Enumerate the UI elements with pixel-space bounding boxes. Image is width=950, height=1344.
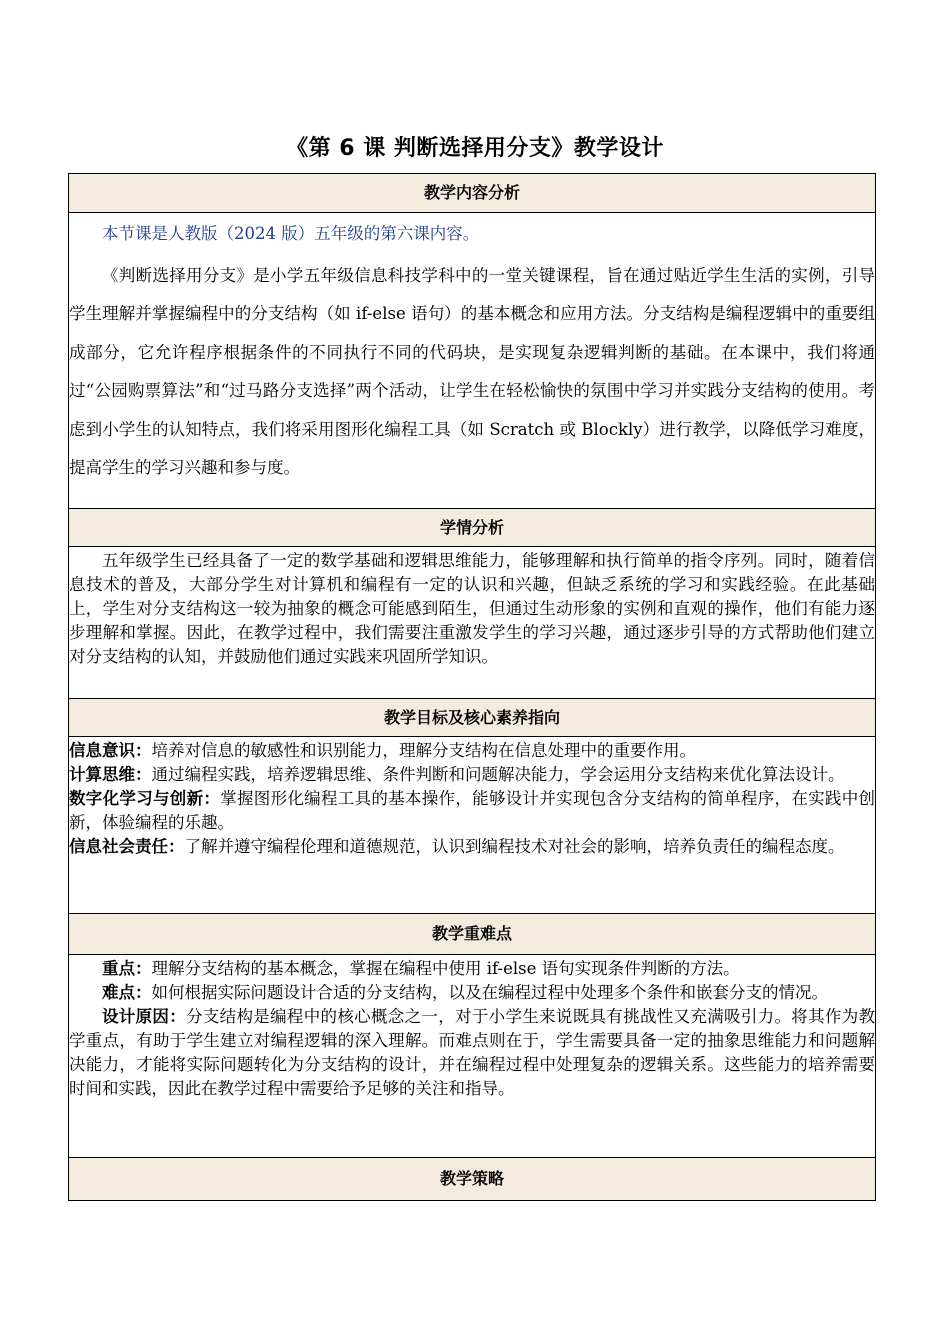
content-intro-text: 本节课是人教版（2024 版）五年级的第六课内容。 bbox=[102, 224, 480, 243]
keypoint-text: 分支结构是编程中的核心概念之一，对于小学生来说既具有挑战性又充满吸引力。将其作为教学重点，有助于学生建立对编程逻辑的深入理解。而难点则在于，学生需要具备一定的抽象思维能力和问题解决能力，才能将实际问题转化为分支结构的设计，并在编程过程中处理复杂的逻辑关系。这些能力的培养需要时间和实践，因此在教学过程中需要给予足够的关注和指导。 bbox=[69, 1007, 876, 1098]
section-header-row bbox=[69, 174, 876, 213]
goals-body bbox=[69, 737, 876, 914]
goal-item bbox=[69, 787, 875, 835]
goal-text: 掌握图形化编程工具的基本操作，能够设计并实现包含分支结构的简单程序，在实践中创新，体验编程的乐趣。 bbox=[69, 789, 876, 832]
keypoint-label: 设计原因： bbox=[102, 1007, 187, 1026]
section-body-row bbox=[69, 547, 876, 699]
content-analysis-body bbox=[69, 213, 876, 509]
section-header-row bbox=[69, 1158, 876, 1201]
content-analysis-text: 《判断选择用分支》是小学五年级信息科技学科中的一堂关键课程，旨在通过贴近学生生活的实例，引导学生理解并掌握编程中的分支结构（如 if-else 语句）的基本概念和应用方法。分支结构是编程逻辑中的重要组成部分，它允许程序根据条件的不同执行不同的代码块，是实现复杂逻辑判断的基础。在本课中，我们将通过“公园购票算法”和“过马路分支选择”两个活动，让学生在轻松愉快的氛围中学习并实践分支结构的使用。考虑到小学生的认知特点，我们将采用图形化编程工具（如 Scratch 或 Blockly）进行教学，以降低学习难度，提高学生的学习兴趣和参与度。 bbox=[69, 265, 875, 477]
section-header-row bbox=[69, 699, 876, 737]
keypoint-label: 重点： bbox=[102, 959, 152, 978]
keypoints-body bbox=[69, 955, 876, 1158]
section-body-row bbox=[69, 955, 876, 1158]
content-analysis-heading: 教学内容分析 bbox=[69, 174, 876, 213]
goal-item bbox=[69, 763, 875, 787]
goals-heading: 教学目标及核心素养指向 bbox=[69, 699, 876, 737]
section-body-row bbox=[69, 737, 876, 914]
goal-item bbox=[69, 739, 875, 763]
lesson-plan-table bbox=[68, 173, 876, 1201]
learner-analysis-text: 五年级学生已经具备了一定的数学基础和逻辑思维能力，能够理解和执行简单的指令序列。同时，随着信息技术的普及，大部分学生对计算机和编程有一定的认识和兴趣，但缺乏系统的学习和实践经验。在此基础上，学生对分支结构这一较为抽象的概念可能感到陌生，但通过生动形象的实例和直观的操作，他们有能力逐步理解和掌握。因此，在教学过程中，我们需要注重激发学生的学习兴趣，通过逐步引导的方式帮助他们建立对分支结构的认知，并鼓励他们通过实践来巩固所学知识。 bbox=[69, 551, 875, 666]
goal-item bbox=[69, 835, 875, 859]
keypoint-item bbox=[69, 1005, 875, 1101]
keypoints-heading: 教学重难点 bbox=[69, 914, 876, 955]
goal-label: 信息社会责任： bbox=[69, 837, 185, 856]
keypoint-item bbox=[69, 981, 875, 1005]
keypoint-text: 如何根据实际问题设计合适的分支结构，以及在编程过程中处理多个条件和嵌套分支的情况。 bbox=[151, 983, 828, 1002]
learner-analysis-body bbox=[69, 547, 876, 699]
goal-label: 计算思维： bbox=[69, 765, 152, 784]
keypoint-text: 理解分支结构的基本概念，掌握在编程中使用 if-else 语句实现条件判断的方法。 bbox=[151, 959, 740, 978]
goal-text: 培养对信息的敏感性和识别能力，理解分支结构在信息处理中的重要作用。 bbox=[151, 741, 696, 760]
goal-text: 通过编程实践，培养逻辑思维、条件判断和问题解决能力，学会运用分支结构来优化算法设计。 bbox=[151, 765, 845, 784]
goal-text: 了解并遵守编程伦理和道德规范，认识到编程技术对社会的影响，培养负责任的编程态度。 bbox=[184, 837, 845, 856]
section-body-row bbox=[69, 213, 876, 509]
section-header-row bbox=[69, 509, 876, 547]
keypoint-item bbox=[69, 957, 875, 981]
strategy-heading: 教学策略 bbox=[69, 1158, 876, 1201]
goal-label: 数字化学习与创新： bbox=[69, 789, 221, 808]
keypoint-label: 难点： bbox=[102, 983, 152, 1002]
goal-label: 信息意识： bbox=[69, 741, 152, 760]
section-header-row bbox=[69, 914, 876, 955]
learner-analysis-heading: 学情分析 bbox=[69, 509, 876, 547]
document-title: 《第 6 课 判断选择用分支》教学设计 bbox=[286, 136, 664, 161]
